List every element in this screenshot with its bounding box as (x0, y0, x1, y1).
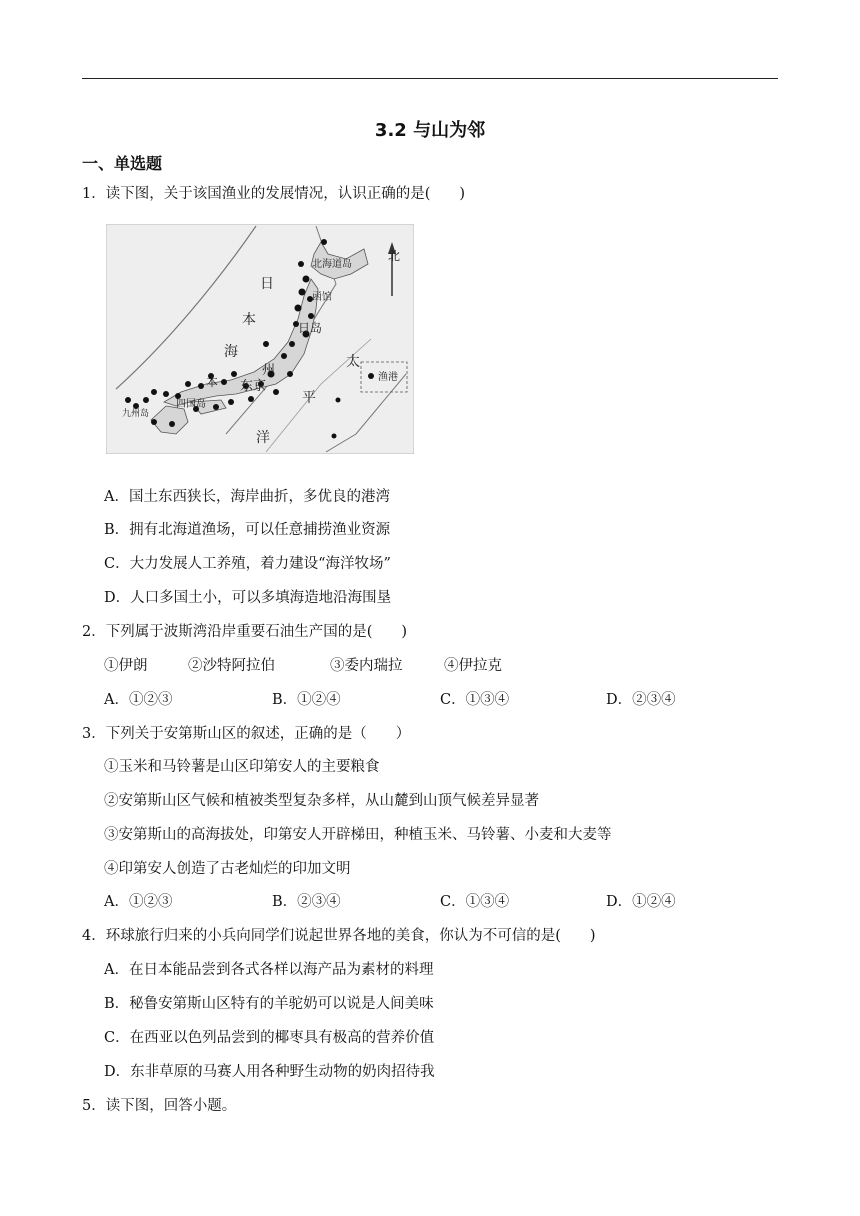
map-label-sea-of-japan-2: 本 (242, 312, 256, 328)
question-2-choice-c: C．①③④ (440, 692, 510, 708)
question-3-item-4: ④印第安人创造了古老灿烂的印加文明 (104, 861, 351, 877)
header-rule (82, 78, 778, 79)
question-3-choice-c: C．①③④ (440, 894, 510, 910)
question-4-stem: 4．环球旅行归来的小兵向同学们说起世界各地的美食，你认为不可信的是( ) (82, 928, 596, 944)
question-2-choice-a: A．①②③ (104, 692, 173, 708)
map-label-honshu-shu: 州 (262, 363, 276, 378)
question-3-choice-b: B．②③④ (272, 894, 341, 910)
map-label-hakodate: 函馆 (312, 292, 332, 303)
map-label-sea-of-japan-3: 海 (224, 344, 238, 360)
page-title: 3.2 与山为邻 (374, 120, 486, 141)
map-label-pacific-1: 太 (346, 354, 360, 370)
question-1-stem: 1．读下图，关于该国渔业的发展情况，认识正确的是( ) (82, 186, 466, 202)
map-label-honshu-island: 日岛 (298, 321, 323, 335)
question-2-choice-b: B．①②④ (272, 692, 341, 708)
map-label-pacific-3: 洋 (256, 430, 270, 446)
map-north-label: 北 (388, 249, 401, 263)
question-4-option-c: C．在西亚以色列品尝到的椰枣具有极高的营养价值 (104, 1030, 435, 1046)
map-label-sea-of-japan-1: 日 (260, 276, 274, 292)
map-label-hokkaido: 北海道岛 (312, 259, 352, 270)
question-5-stem: 5．读下图，回答小题。 (82, 1098, 237, 1114)
question-3-choice-d: D．①②④ (606, 894, 676, 910)
question-1-option-d: D．人口多国土小，可以多填海造地沿海围垦 (104, 590, 392, 606)
question-1-option-b: B．拥有北海道渔场，可以任意捕捞渔业资源 (104, 522, 391, 538)
question-3-item-2: ②安第斯山区气候和植被类型复杂多样，从山麓到山顶气候差异显著 (104, 793, 539, 809)
question-1-option-a: A．国土东西狭长，海岸曲折，多优良的港湾 (104, 489, 390, 505)
map-label-kyushu: 九州岛 (122, 409, 150, 419)
map-label-pacific-2: 平 (302, 390, 316, 406)
question-3-item-1: ①玉米和马铃薯是山区印第安人的主要粮食 (104, 759, 380, 775)
question-2-item-4: ④伊拉克 (444, 658, 502, 674)
question-2-item-1: ①伊朗 (104, 658, 148, 674)
question-1-option-c: C．大力发展人工养殖，着力建设“海洋牧场” (104, 556, 391, 572)
question-2-stem: 2．下列属于波斯湾沿岸重要石油生产国的是( ) (82, 624, 408, 640)
question-3-stem: 3．下列关于安第斯山区的叙述，正确的是（ ） (82, 726, 411, 742)
map-label-tokyo: 东京 (240, 379, 267, 394)
japan-fishing-map (106, 224, 414, 454)
map-legend-fishing-port: 渔港 (378, 372, 398, 383)
question-2-choice-d: D．②③④ (606, 692, 676, 708)
question-4-option-b: B．秘鲁安第斯山区特有的羊驼奶可以说是人间美味 (104, 996, 434, 1012)
question-3-choice-a: A．①②③ (104, 894, 173, 910)
question-4-option-a: A．在日本能品尝到各式各样以海产品为素材的料理 (104, 962, 434, 978)
map-label-shikoku: 四国岛 (176, 399, 206, 410)
question-2-item-2: ②沙特阿拉伯 (188, 658, 275, 674)
question-2-item-3: ③委内瑞拉 (330, 658, 403, 674)
map-label-honshu-hon: 本 (206, 375, 219, 389)
question-4-option-d: D．东非草原的马赛人用各种野生动物的奶肉招待我 (104, 1064, 435, 1080)
section-heading: 一、单选题 (82, 154, 163, 173)
question-3-item-3: ③安第斯山的高海拔处，印第安人开辟梯田，种植玉米、马铃薯、小麦和大麦等 (104, 827, 612, 843)
